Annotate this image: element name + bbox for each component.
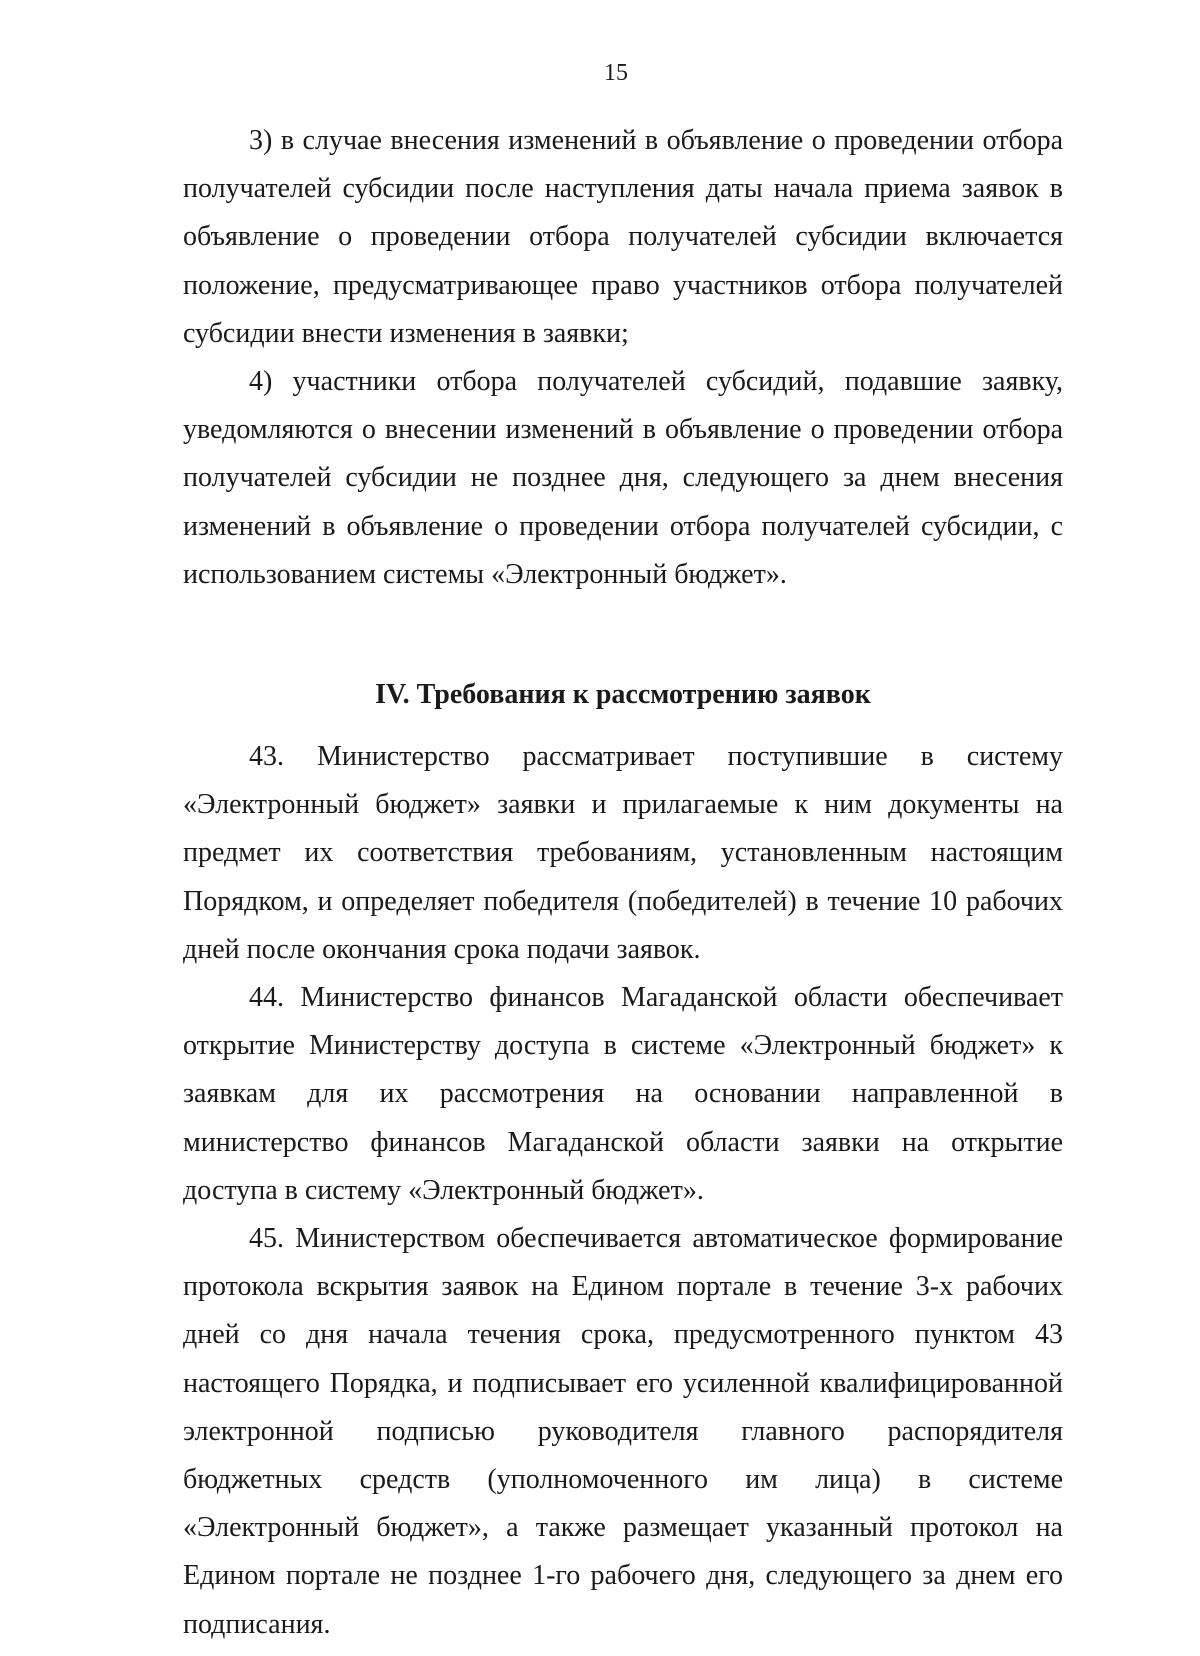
- section-heading: IV. Требования к рассмотрению заявок: [375, 679, 871, 711]
- page-number: 15: [604, 60, 628, 86]
- paragraph-item-3: 3) в случае внесения изменений в объявление о проведении отбора получателей субсидии после наступления даты начала приема заявок в объявление о проведении отбора получателей субсидии включается положение, предусматривающее право участников отбора получателей субсидии внести изменения в заявки;: [183, 125, 1063, 349]
- paragraph-45: 45. Министерством обеспечивается автоматическое формирование протокола вскрытия заявок на Едином портале в течение 3-х рабочих дней со дня начала течения срока, предусмотренного пунктом 43 настоящего Порядка, и подписывает его усиленной квалифицированной электронной подписью руководителя главного распорядителя бюджетных средств (уполномоченного им лица) в системе «Электронный бюджет», а также размещает указанный протокол на Едином портале не позднее 1-го рабочего дня, следующего за днем его подписания.: [183, 1223, 1063, 1640]
- paragraph-item-4: 4) участники отбора получателей субсидий, подавшие заявку, уведомляются о внесении изменений в объявление о проведении отбора получателей субсидии не позднее дня, следующего за днем внесения изменений в объявление о проведении отбора получателей субсидии, с использованием системы «Электронный бюджет».: [183, 366, 1063, 590]
- paragraph-44: 44. Министерство финансов Магаданской области обеспечивает открытие Министерству доступа в системе «Электронный бюджет» к заявкам для их рассмотрения на основании направленной в министерство финансов Магаданской области заявки на открытие доступа в систему «Электронный бюджет».: [183, 982, 1063, 1206]
- paragraph-43: 43. Министерство рассматривает поступившие в систему «Электронный бюджет» заявки и прилагаемые к ним документы на предмет их соответствия требованиям, установленным настоящим Порядком, и определяет победителя (победителей) в течение 10 рабочих дней после окончания срока подачи заявок.: [183, 741, 1063, 965]
- document-body: [183, 117, 1063, 1649]
